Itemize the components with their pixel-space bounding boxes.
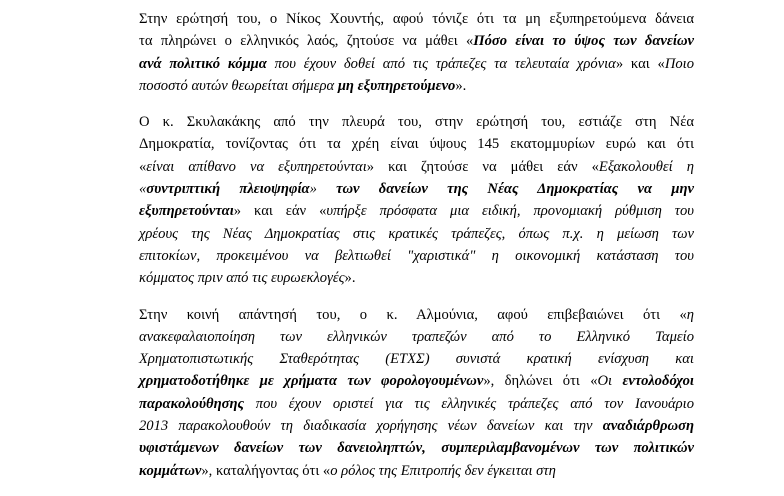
emphasis [139, 373, 483, 389]
text-run: » και εάν « [233, 203, 327, 220]
text-run-bold-italic: Πόσο είναι το ύψος των δανείων [473, 33, 694, 50]
text-run-bold-italic: αναδιάρθρωση [602, 418, 694, 435]
text-run: Ο κ. Σκυλακάκης από την πλευρά του, στην ερώτησή του, εστιάζε στη Νέα [139, 114, 694, 131]
text-run: ». [455, 77, 467, 94]
text-run: τα πληρώνει ο ελληνικός λαός, ζητούσε να μάθει « [139, 33, 474, 50]
text-line [139, 245, 694, 267]
text-line [139, 8, 694, 30]
text-run-italic: που έχουν οριστεί για τις ελληνικές τράπεζες από τον Ιανουάριο [244, 395, 694, 412]
text-run-italic: Εξακολουθεί η [598, 158, 694, 175]
text-line [139, 30, 694, 52]
text-run-italic: 2013 παρακολουθούν τη διαδικασία χορήγησης νέων δανείων και την [139, 418, 603, 435]
text-run-italic: Χρηματοπιστωτικής Σταθερότητας (ΕΤΧΣ) συνιστά κρατική ενίσχυση και [139, 351, 694, 368]
paragraph-hountis-question [139, 8, 694, 97]
document-body [139, 8, 694, 496]
text-line [139, 156, 694, 178]
text-line [139, 133, 694, 155]
text-run-bold-italic: μη εξυπηρετούμενο [337, 77, 456, 94]
emphasis [473, 33, 694, 49]
text-line [139, 53, 694, 75]
text-line [139, 111, 694, 133]
emphasis [336, 181, 694, 197]
text-line [139, 304, 694, 326]
text-run-italic: ανακεφαλαιοποίηση των ελληνικών τραπεζών από το Ελληνικό Ταμείο [139, 328, 694, 345]
text-line [139, 348, 694, 370]
emphasis [603, 418, 694, 434]
text-run: Στην κοινή απάντησή του, ο κ. Αλμούνια, αφού επιβεβαιώνει ότι « [139, 306, 687, 323]
text-line [139, 178, 694, 200]
text-run-bold-italic: των δανείων της Νέας Δημοκρατίας να μην [336, 181, 694, 198]
text-line [139, 370, 694, 392]
text-run: Δημοκρατία, τονίζοντας ότι τα χρέη είναι ύψους 145 εκατομμυρίων ευρώ και ότι [139, 136, 694, 153]
emphasis [622, 373, 694, 389]
text-line [139, 437, 694, 459]
emphasis [139, 440, 694, 456]
emphasis [139, 396, 244, 412]
text-line [139, 200, 694, 222]
text-run-bold-italic: υφιστάμενων δανείων των δανειοληπτών, συμπεριλαμβανομένων των πολιτικών [139, 440, 694, 457]
emphasis [139, 56, 267, 72]
emphasis [338, 78, 456, 94]
text-run-bold-italic: εξυπηρετούνται [139, 203, 234, 220]
text-run: » και ζητούσε να μάθει εάν « [366, 158, 599, 175]
paragraph-almunia-answer [139, 304, 694, 482]
text-run-italic: « [139, 181, 147, 198]
text-line [139, 415, 694, 437]
text-run-italic: ποσοστό αυτών θεωρείται σήμερα [139, 77, 338, 94]
text-run-italic: είναι απίθανο να εξυπηρετούνται [146, 158, 367, 175]
text-run: » και « [615, 55, 665, 72]
text-run-bold-italic: κομμάτων [139, 462, 202, 479]
text-run-italic: επιτοκίων, προκειμένου να βελτιωθεί "χαριστικά" η οικονομική κατάσταση του [139, 247, 694, 264]
text-run-italic: » [309, 181, 337, 198]
emphasis [139, 463, 201, 479]
emphasis [139, 203, 234, 219]
text-line [139, 267, 694, 289]
text-line [139, 393, 694, 415]
text-run: », καταλήγοντας ότι « [201, 462, 331, 479]
text-run: ». [344, 270, 356, 287]
text-run-bold-italic: συντριπτική πλειοψηφία [146, 181, 310, 198]
text-run: », δηλώνει ότι « [483, 373, 598, 390]
text-run-italic: χρέους της Νέας Δημοκρατίας στις κρατικές τράπεζες, όπως π.χ. η μείωση των [139, 225, 694, 242]
text-run-italic: κόμματος πριν από τις ευρωεκλογές [139, 270, 345, 287]
text-run-italic: Ποιο [664, 55, 694, 72]
text-line [139, 326, 694, 348]
text-run-bold-italic: χρηματοδοτήθηκε με χρήματα των φορολογουμένων [139, 373, 484, 390]
text-run-italic: η [686, 306, 694, 323]
text-run-bold-italic: παρακολούθησης [139, 395, 245, 412]
paragraph-skylakakis-question [139, 111, 694, 289]
text-line [139, 75, 694, 97]
text-run-italic: που έχουν δοθεί από τις τράπεζες τα τελευταία χρόνια [266, 55, 616, 72]
emphasis [146, 181, 309, 197]
text-run-bold-italic: εντολοδόχοι [622, 373, 694, 390]
text-run-italic: Οι [597, 373, 623, 390]
text-run-bold-italic: ανά πολιτικό κόμμα [139, 55, 267, 72]
text-run-italic: υπήρξε πρόσφατα μια ειδική, προνομιακή ρύθμιση του [326, 203, 694, 220]
text-line [139, 223, 694, 245]
text-line [139, 460, 694, 482]
text-run-italic: ο ρόλος της Επιτροπής δεν έγκειται στη [330, 462, 556, 479]
text-run: « [139, 158, 147, 175]
text-run: Στην ερώτησή του, ο Νίκος Χουντής, αφού τόνιζε ότι τα μη εξυπηρετούμενα δάνεια [139, 11, 694, 27]
